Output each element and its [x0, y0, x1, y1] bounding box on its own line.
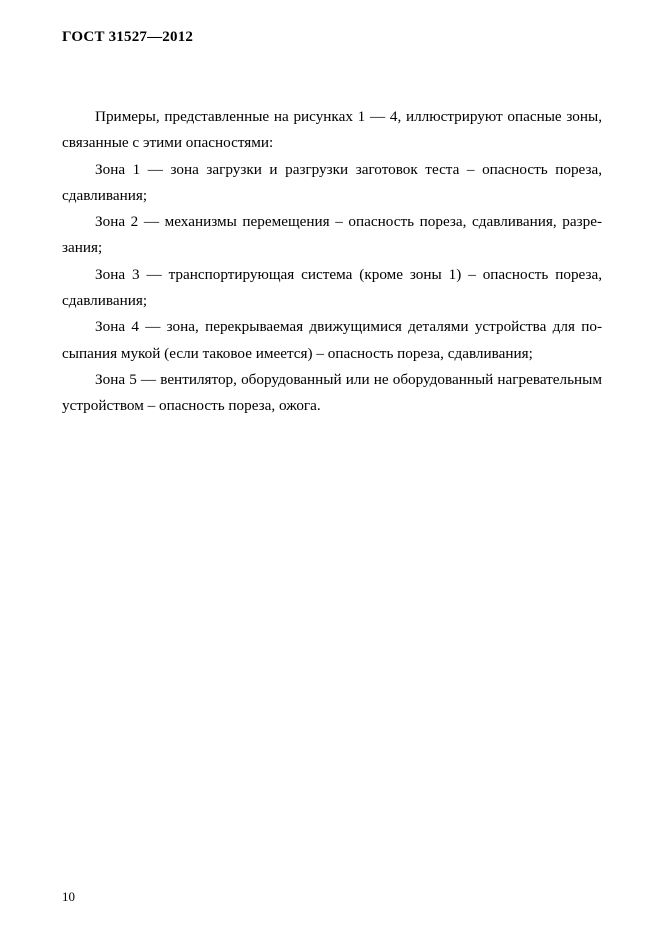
paragraph-zone-4: Зона 4 — зона, перекрываемая движущимися деталями устройства для посыпания мукой (если таковое имеется) – опасность пореза, сдавливания; — [62, 318, 602, 362]
paragraph-zone-5: Зона 5 — вентилятор, оборудованный или не оборудованный нагревательным устройством – опасность пореза, ожога. — [62, 370, 602, 415]
document-body — [62, 104, 602, 420]
page-number: 10 — [62, 889, 75, 904]
paragraph-intro: Примеры, представленные на рисунках 1 — 4, иллюстрируют опасные зоны, связанные с этими опасностями: — [62, 108, 602, 152]
paragraph-zone-3: Зона 3 — транспортирующая система (кроме зоны 1) – опасность пореза, сдавливания; — [62, 265, 602, 310]
document-header: ГОСТ 31527—2012 — [62, 29, 194, 45]
paragraph-zone-2: Зона 2 — механизмы перемещения – опасность пореза, сдавливания, разрезания; — [62, 213, 602, 257]
paragraph-zone-1: Зона 1 — зона загрузки и разгрузки заготовок теста – опасность пореза, сдавливания; — [62, 160, 602, 204]
